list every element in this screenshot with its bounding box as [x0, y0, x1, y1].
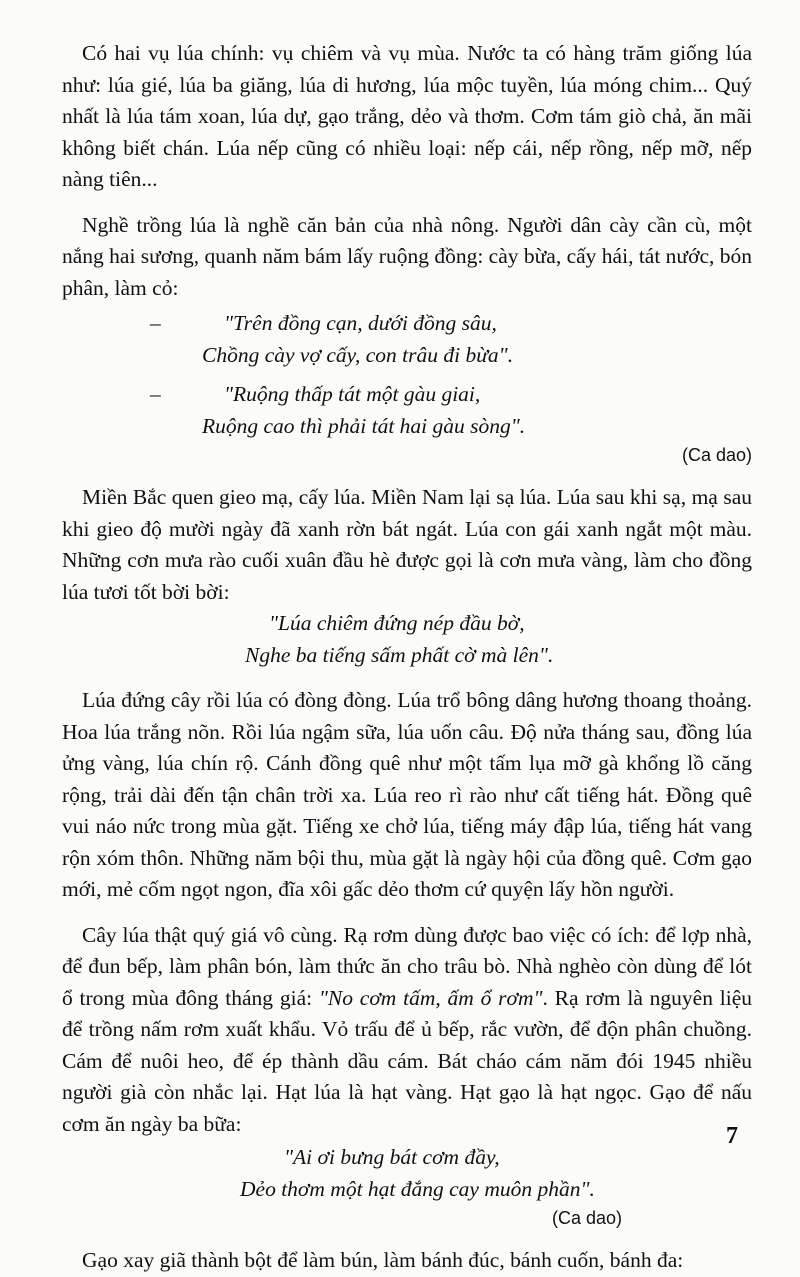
paragraph-rice-growth: Miền Bắc quen gieo mạ, cấy lúa. Miền Nam lại sạ lúa. Lúa sau khi sạ, mạ sau khi gieo độ mười ngày đã xanh rờn bát ngát. Lúa con gái xanh ngắt một màu. Những cơn mưa rào cuối xuân đầu hè được gọi là cơn mưa vàng, làm cho đồng lúa tươi tốt bời bời: — [62, 485, 752, 604]
verse-source: (Ca dao) — [681, 445, 752, 465]
book-page — [62, 38, 752, 1277]
verse-source: (Ca dao) — [551, 1208, 622, 1228]
verse-line: "Ruộng thấp tát một gàu giai, — [224, 382, 481, 406]
verse-dash: – — [150, 311, 161, 335]
paragraph-rice-uses — [62, 920, 752, 1141]
verse-line: Nghe ba tiếng sấm phất cờ mà lên". — [245, 642, 554, 667]
verse-line: Dẻo thơm một hạt đắng cay muôn phần". — [240, 1176, 595, 1201]
paragraph-text: . Rạ rơm là nguyên liệu để trồng nấm rơm xuất khẩu. Vỏ trấu để ủ bếp, rắc vườn, để độn phân chuồng. Cám để nuôi heo, để ép thành dầu cám. Bát cháo cám năm đói 1945 nhiều người già còn nhắc lại. Hạt lúa là hạt vàng. Hạt gạo là hạt ngọc. Gạo để nấu cơm ăn ngày ba bữa: — [62, 985, 753, 1136]
verse-line: "Ai ơi bưng bát cơm đầy, — [284, 1145, 500, 1169]
paragraph-rice-farming: Nghề trồng lúa là nghề căn bản của nhà nông. Người dân cày cần cù, một nắng hai sương, quanh năm bám lấy ruộng đồng: cày bừa, cấy hái, tát nước, bón phân, làm cỏ: — [62, 212, 752, 300]
verse-stanza — [150, 379, 752, 442]
verse-line: "Lúa chiêm đứng nép đầu bờ, — [269, 611, 525, 635]
paragraph-rice-varieties: Có hai vụ lúa chính: vụ chiêm và vụ mùa. Nước ta có hàng trăm giống lúa như: lúa gié, lúa ba giăng, lúa di hương, lúa mộc tuyền, lúa móng chim... Quý nhất là lúa tám xoan, lúa dự, gạo trắng, dẻo và thơm. Cơm tám giò chả, ăn mãi không biết chán. Lúa nếp cũng có nhiều loại: nếp cái, nếp rồng, nếp mỡ, nếp nàng tiên... — [62, 41, 752, 191]
paragraph-rice-flour: Gạo xay giã thành bột để làm bún, làm bánh đúc, bánh cuốn, bánh đa: — [82, 1248, 684, 1272]
proverb-quote: "No cơm tấm, ấm ổ rơm" — [318, 985, 543, 1010]
page-number: 7 — [726, 1123, 738, 1149]
paragraph-text: Cây lúa thật quý giá vô cùng. Rạ rơm dùng được bao việc có ích: để lợp nhà, để đun bếp, làm phân bón, làm thức ăn cho trâu bò. Nhà nghèo còn dùng để lót ổ trong mùa đông tháng giá: — [62, 922, 752, 1010]
paragraph-harvest: Lúa đứng cây rồi lúa có đòng đòng. Lúa trổ bông dâng hương thoang thoảng. Hoa lúa trắng nõn. Rồi lúa ngậm sữa, lúa uốn câu. Độ nửa tháng sau, đồng lúa ửng vàng, lúa chín rộ. Cánh đồng quê như một tấm lụa mỡ gà khổng lồ căng rộng, trải dài đến tận chân trời xa. Lúa reo rì rào như cất tiếng hát. Đồng quê vui náo nức trong mùa gặt. Tiếng xe chở lúa, tiếng máy đập lúa, tiếng hát vang rộn xóm thôn. Những năm bội thu, mùa gặt là ngày hội của đồng quê. Cơm gạo mới, mẻ cốm ngọt ngon, đĩa xôi gấc dẻo thơm cứ quyện lấy hồn người. — [62, 688, 752, 901]
verse-line: "Trên đồng cạn, dưới đồng sâu, — [224, 311, 497, 335]
verse-dash: – — [150, 382, 161, 406]
verse-line: Chồng cày vợ cấy, con trâu đi bừa". — [202, 342, 514, 367]
folk-verse-rice-bowl — [62, 1142, 752, 1205]
folk-verse-farming — [62, 308, 752, 442]
verse-stanza — [150, 308, 752, 371]
verse-line: Ruộng cao thì phải tát hai gàu sòng". — [202, 413, 526, 438]
folk-verse-rain — [62, 608, 752, 671]
